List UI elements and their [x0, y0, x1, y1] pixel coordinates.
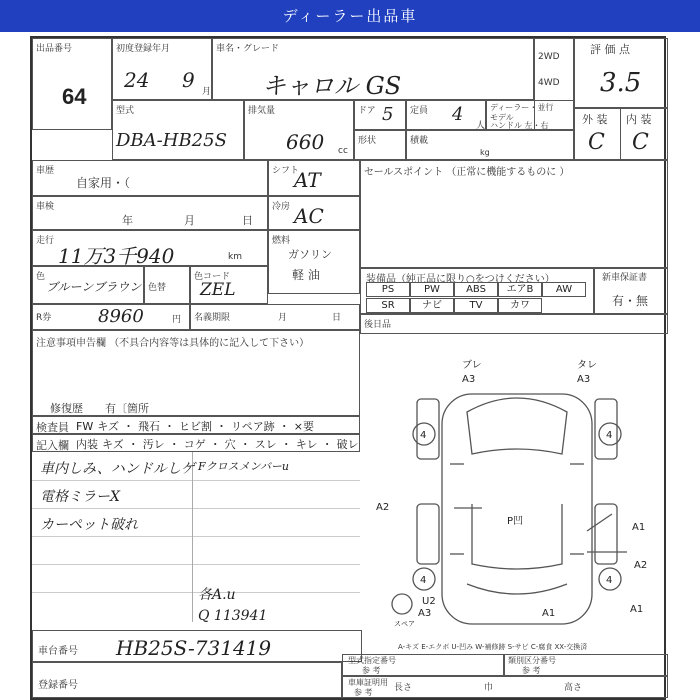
color-code-label: 色コード [194, 272, 231, 282]
history-cell [32, 160, 268, 196]
model-small-label: モデル [490, 113, 514, 122]
notes-title: 注意事項申告欄 （不具合内容等は具体的に記入して下さい） [36, 338, 310, 349]
cc-value: 660 [286, 130, 325, 154]
mark-a2-left: A2 [376, 502, 390, 513]
category-label: 類別区分番号 [508, 656, 556, 665]
reg-month-value: 9 [182, 68, 195, 92]
shift-label: シフト [272, 166, 300, 176]
shift-value: AT [294, 168, 321, 192]
recycle-label: R券 [36, 313, 52, 323]
equipment-label: 装備品（純正品に限り○をつけください） [366, 274, 555, 285]
note-line1: 車内しみ、ハンドルしゲ [40, 461, 195, 477]
yen-unit: 円 [172, 315, 182, 325]
equipment-item: TV [454, 298, 498, 313]
equipment-item: ナビ [410, 298, 454, 313]
frame-no-value: HB25S-731419 [116, 636, 272, 660]
width-label: 巾 [484, 683, 494, 693]
car-damage-diagram [372, 354, 668, 630]
inspect-col-label: 検査員 [36, 421, 69, 434]
capacity-label: 定員 [410, 106, 429, 116]
inspect-item: ・ [321, 438, 333, 451]
int-grade-value: C [632, 130, 649, 155]
lot-no-label: 出品番号 [36, 44, 73, 54]
mark-a1-right-top: A1 [632, 522, 646, 533]
mark-u2: U2 [422, 596, 436, 607]
height-label: 高さ [564, 683, 583, 693]
month-label: 月 [184, 214, 195, 227]
first-reg-label: 初度登録年月 [116, 44, 171, 54]
inspect-item: ・ [123, 420, 134, 433]
inspect-item: リペア跡 [231, 420, 275, 433]
inspect-item: スレ [254, 438, 277, 451]
color-label: 色 [36, 272, 46, 282]
mark-a1-bottom: A1 [542, 608, 556, 619]
ac-value: AC [294, 204, 324, 228]
mark-plastic: P凹 [507, 516, 524, 527]
equipment-item: ABS [454, 282, 498, 297]
type-ref-label: 参 考 [362, 666, 381, 675]
equipment-item: AW [542, 282, 586, 297]
damage-legend: A-キズ E-エクボ U-凹み W-補修跡 S-サビ C-腐食 XX-交換済 [398, 643, 588, 651]
displacement-label: 排気量 [248, 106, 276, 116]
recycle-value: 8960 [98, 306, 144, 327]
equipment-item: PS [366, 282, 410, 297]
cert-ref-label: 参 考 [354, 688, 373, 697]
gasoline-text: ガソリン [288, 248, 332, 261]
exterior-label: 外 装 [582, 113, 608, 126]
sales-point-label: セールスポイント （正常に機能するものに ） [364, 167, 570, 178]
meikigen-month-label: 月 [278, 313, 288, 323]
equipment-item: カワ [498, 298, 542, 313]
inspection-sheet [30, 36, 666, 700]
score-value: 3.5 [600, 68, 642, 98]
mark-four-rr: 4 [606, 575, 613, 586]
equipment-item: SR [366, 298, 410, 313]
meikigen-label: 名義期限 [194, 313, 231, 323]
inspect-item: ・ [209, 438, 221, 451]
inspect-item: ・ [168, 438, 180, 451]
reg-month-unit: 月 [202, 87, 212, 97]
frame-no-label: 車台番号 [38, 646, 78, 657]
inspect-item: ・ [216, 420, 227, 433]
handle-label: ハンドル 左・右 [490, 121, 549, 130]
cc-unit: cc [338, 146, 348, 156]
inspect-item: ・ [164, 420, 175, 433]
inspect-item: 汚レ [142, 438, 165, 451]
note-right2: 各A.u [198, 587, 236, 603]
name-grade-label: 車名・グレード [216, 44, 280, 54]
mark-tare: タレ [577, 360, 597, 371]
interior-label: 内 装 [626, 113, 652, 126]
inspect-row1-items [76, 418, 318, 434]
mark-a1-right-bottom: A1 [630, 604, 644, 615]
color-code-value: ZEL [200, 280, 236, 300]
repair-label: 修復歴 有〔箇所 [50, 402, 149, 415]
mileage-label: 走行 [36, 236, 55, 246]
capacity-value: 4 [452, 104, 464, 125]
note-right3: Q 113941 [198, 608, 268, 624]
mileage-value: 11万3千940 [58, 244, 175, 268]
mark-four-rl: 4 [420, 575, 427, 586]
warranty-label: 新車保証書 [602, 273, 648, 283]
color-value: ブルーンブラウン [46, 280, 142, 294]
mark-spare: スペア [394, 620, 415, 628]
keiyu-text: 軽 油 [292, 268, 320, 282]
ac-label: 冷房 [272, 202, 291, 212]
equipment-item: PW [410, 282, 454, 297]
wd2-label: 2WD [538, 52, 560, 62]
category-ref-label: 参 考 [522, 666, 541, 675]
door-label: ドア [358, 106, 376, 116]
inspect-item: キレ [295, 438, 318, 451]
mark-a3-front-left: A3 [462, 374, 476, 385]
warranty-value: 有・無 [612, 294, 649, 308]
inspection-label: 車検 [36, 202, 55, 212]
load-cell [406, 130, 574, 160]
reg-year-value: 24 [124, 68, 150, 92]
meikigen-day-label: 日 [332, 313, 342, 323]
cert-cell [342, 676, 668, 698]
reg-no-cell [32, 662, 342, 698]
note-line2: 電格ミラーX [40, 489, 120, 505]
year-label: 年 [122, 214, 133, 227]
rear-cell [360, 314, 668, 334]
car-name-value: キャロル GS [262, 72, 402, 100]
rear-label: 後日品 [364, 320, 392, 330]
inspect-item: コゲ [183, 438, 206, 451]
ext-grade-value: C [588, 130, 605, 155]
shape-label: 形状 [358, 136, 377, 146]
wd4-label: 4WD [538, 78, 560, 88]
entry-col-label: 記入欄 [36, 439, 69, 452]
model-value: DBA-HB25S [116, 130, 227, 151]
mark-bure: ブレ [462, 360, 482, 371]
inspect-item: 飛石 [138, 420, 160, 433]
doors-value: 5 [382, 104, 394, 125]
inspect-item: FW [76, 420, 94, 433]
mark-a3-front-right: A3 [577, 374, 591, 385]
km-unit: km [228, 252, 242, 262]
history-label: 車歴 [36, 166, 55, 176]
model-label: 型式 [116, 106, 135, 116]
inspect-item: ・ [278, 420, 290, 433]
grade-divider [620, 108, 621, 160]
cert-label: 車庫証明用 [348, 678, 388, 687]
inspect-item: ・ [127, 438, 139, 451]
inspect-row2-items [76, 436, 363, 452]
inspection-cell [32, 196, 268, 230]
inspect-item: 内装 [76, 438, 98, 451]
jikayo-text: 自家用・（ [76, 176, 131, 190]
equipment-item: エアB [498, 282, 542, 297]
person-unit: 人 [476, 121, 486, 131]
mark-four-fl: 4 [420, 430, 427, 441]
reg-no-label: 登録番号 [38, 680, 78, 691]
inspect-item: 破レ [336, 438, 359, 451]
mark-four-fr: 4 [606, 430, 613, 441]
dealer-banner: ディーラー出品車 [0, 0, 700, 32]
inspect-item: ヒビ割 [179, 420, 212, 433]
mark-a2-right: A2 [634, 560, 648, 571]
note-line3: カーペット破れ [40, 517, 138, 533]
lot-no-value: 64 [62, 84, 87, 109]
length-label: 長さ [394, 683, 413, 693]
inspect-item: 穴 [224, 438, 236, 451]
dealer-label: ディーラー・並行 [490, 103, 554, 112]
type-designation-label: 型式指定番号 [348, 656, 396, 665]
note-right1: Fクロスメンバーu [198, 460, 289, 473]
color-change-label: 色替 [148, 283, 167, 293]
mark-a3-rear: A3 [418, 608, 432, 619]
inspect-item: ×要 [293, 420, 314, 433]
load-label: 積載 [410, 136, 429, 146]
inspect-item: ・ [239, 438, 251, 451]
kg-unit: kg [480, 148, 490, 157]
inspect-item: キズ [102, 438, 124, 451]
inspect-item: キズ [97, 420, 119, 433]
inspect-item: ・ [280, 438, 292, 451]
day-label: 日 [242, 214, 253, 227]
fuel-label: 燃料 [272, 236, 291, 246]
score-label: 評 価 点 [590, 43, 630, 56]
